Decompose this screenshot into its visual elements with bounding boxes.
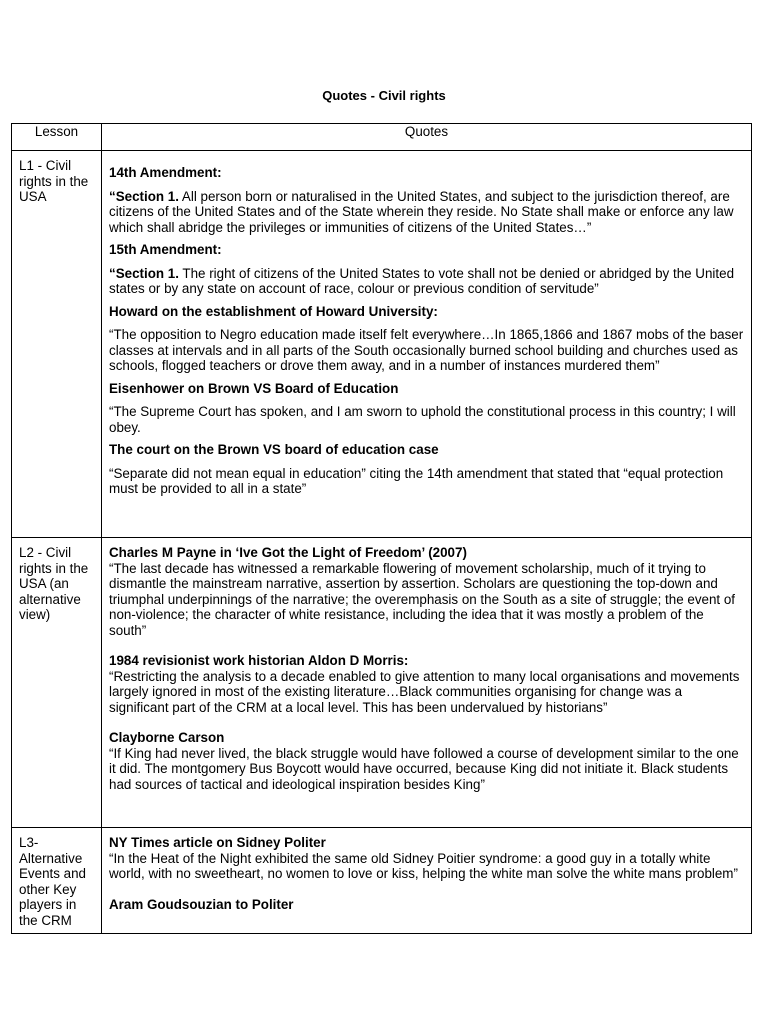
quote-heading: NY Times article on Sidney Politer <box>109 835 326 850</box>
quotes-cell <box>102 538 752 828</box>
quote-text <box>109 189 744 236</box>
quote-text: “The opposition to Negro education made itself felt everywhere…In 1865,1866 and 1867 mobs of the baser classes at intervals and in all parts of the South occasionally burned school building and churches used as schools, flogged teachers or drove them away, and in a number of instances murdered them” <box>109 327 744 373</box>
quote-heading: Aram Goudsouzian to Politer <box>109 896 294 912</box>
quote-heading: The court on the Brown VS board of education case <box>109 442 439 457</box>
quote-heading: Howard on the establishment of Howard University: <box>109 303 438 319</box>
quote-text <box>109 266 744 297</box>
quote-body: All person born or naturalised in the United States, and subject to the jurisdiction thereof, are citizens of the United States and of the State wherein they reside. No State shall make or enforce any law which shall abridge the privileges or immunities of citizens of the United States…” <box>109 188 734 235</box>
quotes-column-header: Quotes <box>102 124 752 151</box>
table-row <box>12 828 752 934</box>
quote-heading: Clayborne Carson <box>109 730 225 745</box>
lesson-column-header: Lesson <box>12 124 102 151</box>
document-title: Quotes - Civil rights <box>322 88 446 103</box>
quote-heading: 15th Amendment: <box>109 242 222 257</box>
table-header-row <box>12 124 752 151</box>
lesson-cell: L2 - Civil rights in the USA (an alternative view) <box>12 538 102 828</box>
quote-text: “Restricting the analysis to a decade enabled to give attention to many local organisations and movements largely ignored in most of the existing literature…Black communities organising for change was a significant part of the CRM at a local level. This has been undervalued by historians” <box>109 668 740 715</box>
quote-text: “If King had never lived, the black struggle would have followed a course of development similar to the one it did. The montgomery Bus Boycott would have occurred, because King did not initiate it. Black students had sources of tactical and ideological inspiration besides King” <box>109 745 739 792</box>
lesson-cell: L1 - Civil rights in the USA <box>12 151 102 538</box>
table-row <box>12 538 752 828</box>
quote-text: “In the Heat of the Night exhibited the same old Sidney Poitier syndrome: a good guy in a totally white world, with no sweetheart, no women to love or kiss, helping the white man solve the white mans problem” <box>109 850 738 881</box>
lesson-cell: L3- Alternative Events and other Key players in the CRM <box>12 828 102 934</box>
quote-heading: 14th Amendment: <box>109 165 222 180</box>
quotes-cell <box>102 151 752 538</box>
quote-text: “The last decade has witnessed a remarkable flowering of movement scholarship, much of it trying to dismantle the mainstream narrative, assertion by assertion. Scholars are questioning the top-down and triumphal underpinnings of the narrative; the overemphasis on the South as a site of struggle; the event of non-violence; the character of white resistance, including the idea that it was mostly a problem of the south” <box>109 560 736 638</box>
table-row <box>12 151 752 538</box>
quote-lead: “Section 1. <box>109 265 179 281</box>
quote-text: “Separate did not mean equal in education” citing the 14th amendment that stated that “equal protection must be provided to all in a state” <box>109 465 724 496</box>
quote-heading: Eisenhower on Brown VS Board of Education <box>109 380 399 396</box>
quotes-cell <box>102 828 752 934</box>
quote-text: “The Supreme Court has spoken, and I am sworn to uphold the constitutional process in this country; I will obey. <box>109 404 736 435</box>
quote-lead: “Section 1. <box>109 188 179 204</box>
quote-body: The right of citizens of the United States to vote shall not be denied or abridged by the United states or by any state on account of race, colour or previous condition of servitude” <box>109 265 735 296</box>
quote-heading: Charles M Payne in ‘Ive Got the Light of Freedom’ (2007) <box>109 545 467 560</box>
quotes-table <box>11 123 752 934</box>
quote-heading: 1984 revisionist work historian Aldon D Morris: <box>109 653 409 668</box>
